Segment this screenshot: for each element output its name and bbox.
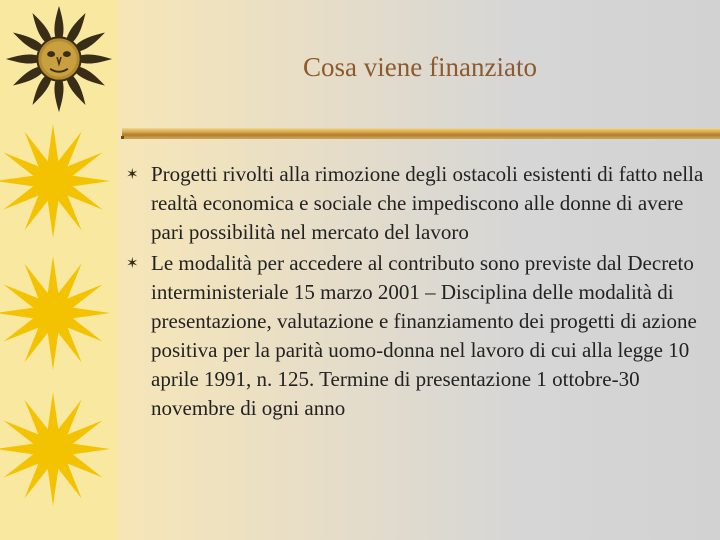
slide-title: Cosa viene finanziato [303,52,537,82]
bullet-item [128,160,708,247]
bullet-list [128,160,708,425]
sun-icon [0,390,112,508]
sun-icon [0,254,112,372]
divider-end-dot [121,136,124,139]
sun-icon [0,122,112,240]
bullet-text: Progetti rivolti alla rimozione degli ostacoli esistenti di fatto nella realtà economica e sociale che impediscono alle donne di avere pari possibilità nel mercato del lavoro [151,162,704,244]
sun-face-icon [0,0,118,118]
asterisk-bullet-icon: ✶ [126,167,139,183]
asterisk-bullet-icon: ✶ [126,256,139,272]
bullet-text: Le modalità per accedere al contributo sono previste dal Decreto interministeriale 15 marzo 2001 – Disciplina delle modalità di presentazione, valutazione e finanziamento dei progetti di azione positiva per la parità uomo-donna nel lavoro di cui alla legge 10 aprile 1991, n. 125. Termine di presentazione 1 ottobre-30 novembre di ogni anno [151,251,697,420]
title-divider [122,128,720,139]
bullet-item [128,249,708,423]
